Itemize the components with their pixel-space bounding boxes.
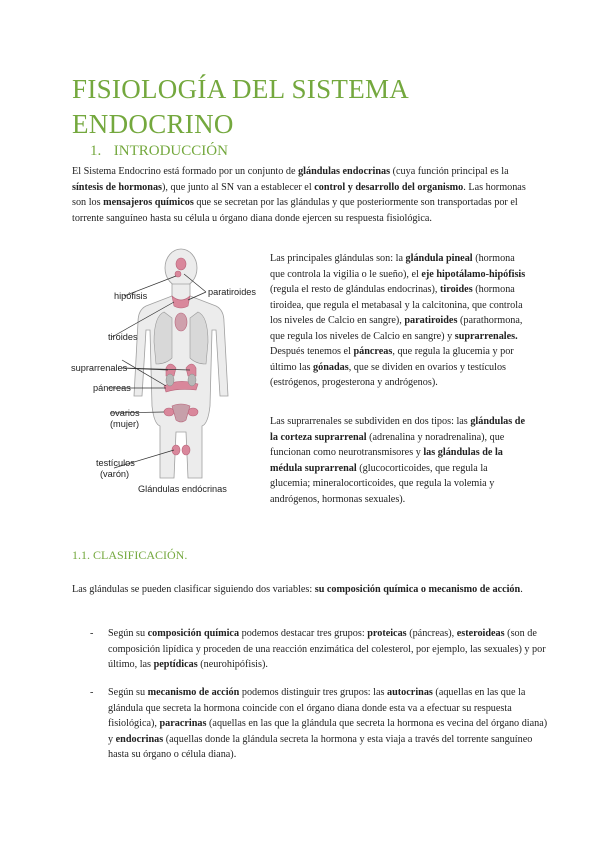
bold-term: eje hipotálamo-hipófisis: [421, 268, 526, 280]
text-run: (hormona tiroidea, que regula el metabasal y la calcitonina, que controla los niveles de Calcio en sangre),: [270, 284, 523, 326]
bold-term: endocrinas: [115, 733, 164, 745]
body-silhouette: [134, 249, 228, 478]
bold-term: glándulas endocrinas: [298, 166, 391, 177]
section-heading-introduccion: [90, 143, 228, 160]
bold-term: paracrinas: [159, 718, 207, 729]
bold-term: tiroides: [440, 284, 473, 295]
text-run: Según su: [108, 628, 148, 639]
text-run: Después tenemos el: [270, 346, 354, 357]
bold-term: autocrinas: [387, 687, 433, 698]
text-run: (hormona que controla la vigilia o le sueño), el: [270, 253, 515, 280]
text-run: podemos destacar tres grupos:: [239, 628, 368, 639]
label-testiculos: testículos: [96, 458, 135, 468]
bold-term: glándula pineal: [405, 253, 473, 264]
section-title: INTRODUCCIÓN: [113, 143, 228, 159]
bullet-text-composicion: [108, 626, 548, 673]
text-run: Las suprarrenales se subdividen en dos tipos: las: [270, 416, 471, 427]
bold-term: proteicas: [367, 628, 407, 639]
label-varon: (varón): [100, 469, 130, 479]
bold-term: composición química: [147, 628, 240, 639]
page-title: FISIOLOGÍA DEL SISTEMA ENDOCRINO: [72, 74, 408, 139]
text-run: , que se dividen en ovarios y testículos (estrógenos, progesterona y andrógenos).: [270, 361, 506, 388]
figure-caption: Glándulas endócrinas: [138, 484, 227, 494]
label-paratiroides: paratiroides: [208, 287, 257, 297]
text-run: (adrenalina y noradrenalina), que funcionan como neurotransmisores y: [270, 431, 505, 458]
text-run: (neurohipófisis).: [197, 659, 268, 670]
ovary-left: [164, 408, 174, 416]
suprarrenales-paragraph: [270, 414, 528, 507]
label-suprarrenales: suprarrenales: [71, 363, 128, 373]
text-run: (cuya función principal es la: [390, 166, 509, 177]
bold-term: mensajeros químicos: [103, 197, 194, 208]
label-hipofisis: hipófisis: [114, 291, 148, 301]
text-run: (aquellas en las que la glándula que secreta la hormona coincide con el órgano diana donde esta va a efectuar su respuesta fisiológica),: [108, 687, 526, 729]
bold-term: suprarrenales.: [454, 330, 518, 342]
text-run: (páncreas),: [406, 628, 457, 639]
text-run: , que regula la glucemia y por último las: [270, 346, 514, 373]
bold-term: control y desarrollo del organismo: [314, 181, 464, 193]
text-run: Según su: [108, 687, 148, 698]
pineal-gland: [176, 258, 186, 270]
bold-term: paratiroides: [404, 315, 458, 326]
label-mujer: (mujer): [110, 419, 140, 429]
bold-term: su composición química o mecanismo de acción: [314, 584, 521, 595]
principales-paragraph: [270, 251, 528, 391]
label-pancreas: páncreas: [93, 383, 131, 393]
text-run: El Sistema Endocrino está formado por un conjunto de: [72, 166, 299, 177]
ovary-right: [188, 408, 198, 416]
endocrine-glands-figure: [68, 246, 264, 498]
text-run: (aquellas donde la glándula secreta la hormona y esta viaja a través del torrente sanguíneo hasta su órgano o célula diana).: [108, 733, 533, 760]
label-ovarios: ovarios: [110, 408, 140, 418]
text-run: .: [520, 584, 523, 595]
bullet-dash: -: [90, 687, 94, 698]
text-run: Las principales glándulas son: la: [270, 253, 406, 264]
text-run: . Las hormonas son los: [72, 181, 526, 208]
bold-term: las glándulas de la médula suprarrenal: [270, 447, 503, 474]
text-run: que se secretan por las glándulas y que posteriormente son transportadas por el torrente sanguíneo hasta su célula u órgano diana donde ejercen su respuesta fisiológica.: [72, 197, 518, 224]
bold-term: mecanismo de acción: [147, 687, 240, 698]
bold-term: glándulas de la corteza suprarrenal: [270, 416, 525, 443]
bullet-text-mecanismo: [108, 685, 548, 763]
text-run: (regula el resto de glándulas endocrinas),: [270, 284, 441, 295]
text-run: Las glándulas se pueden clasificar siguiendo dos variables:: [72, 584, 315, 595]
text-run: (aquellas en las que la glándula que secreta la hormona es vecina del órgano diana) y: [108, 718, 548, 745]
intro-paragraph: [72, 164, 538, 226]
thymus: [175, 313, 187, 331]
bold-term: páncreas: [353, 346, 393, 357]
section-number: 1.: [90, 143, 102, 159]
text-run: (parathormona, que regula los niveles de Calcio en sangre) y: [270, 315, 523, 342]
bold-term: esteroideas: [456, 628, 505, 639]
text-run: (glucocorticoides, que regula la glucemia; mineralocorticoides, que regula la volemia y andrógenos, hormonas sexuales).: [270, 462, 495, 505]
text-run: ), que junto al SN van a establecer el: [162, 181, 315, 193]
section-heading-clasificacion: 1.1. CLASIFICACIÓN.: [72, 548, 188, 562]
bold-term: gónadas: [313, 361, 349, 373]
text-run: podemos distinguir tres grupos: las: [239, 687, 388, 698]
bold-term: peptídicas: [153, 659, 198, 670]
clasificacion-intro: [72, 582, 532, 598]
text-run: (son de composición lipídica y proceden de una reacción enzimática del colesterol, por ejemplo, las sexuales) y por último, las: [108, 628, 546, 670]
bold-term: síntesis de hormonas: [72, 181, 163, 193]
bullet-dash: -: [90, 628, 94, 639]
label-tiroides: tiroides: [108, 332, 138, 342]
testicle-right: [182, 445, 190, 455]
